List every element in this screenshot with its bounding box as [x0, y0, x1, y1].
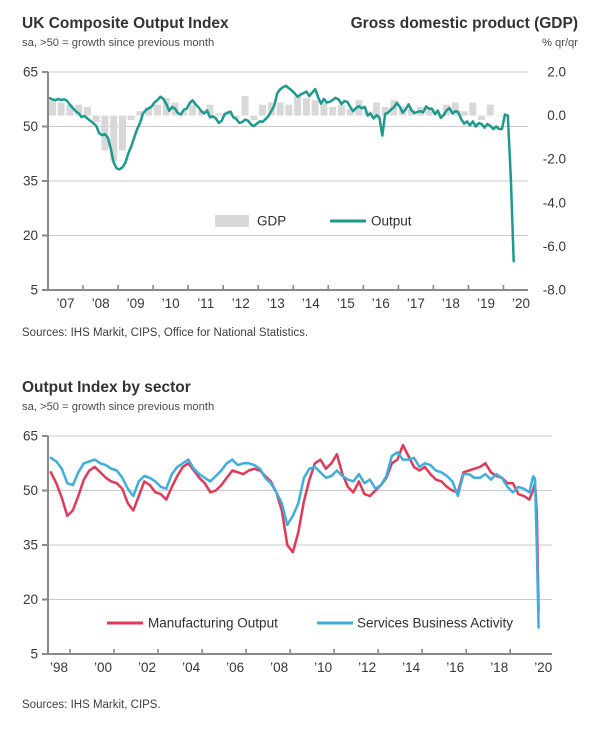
sector-chart-title: Output Index by sector: [22, 379, 191, 396]
gdp-axis-unit-label: % qr/qr: [541, 37, 578, 49]
svg-text:5: 5: [30, 282, 38, 298]
svg-text:’11: ’11: [197, 296, 215, 311]
svg-text:35: 35: [22, 173, 38, 189]
svg-text:0.0: 0.0: [547, 108, 566, 124]
svg-text:’07: ’07: [56, 296, 75, 311]
svg-text:’10: ’10: [314, 660, 333, 675]
composite-header: [0, 14, 600, 34]
pmi-report-page: [0, 14, 600, 712]
svg-text:20: 20: [22, 592, 38, 607]
composite-subheader: [0, 36, 600, 50]
svg-text:’20: ’20: [534, 660, 553, 675]
svg-text:Output: Output: [371, 213, 412, 229]
svg-text:20: 20: [22, 228, 38, 243]
sector-chart-subtitle: sa, >50 = growth since previous month: [22, 401, 215, 413]
svg-text:’17: ’17: [406, 296, 425, 311]
sector-output-chart: [0, 416, 600, 694]
gdp-chart-title: Gross domestic product (GDP): [350, 15, 578, 32]
composite-chart-section: [0, 14, 600, 340]
svg-text:’13: ’13: [266, 296, 285, 311]
svg-text:’18: ’18: [490, 660, 509, 675]
svg-text:’09: ’09: [126, 296, 145, 311]
svg-text:’08: ’08: [270, 660, 289, 675]
svg-text:Manufacturing Output: Manufacturing Output: [148, 615, 278, 631]
svg-text:’10: ’10: [161, 296, 180, 311]
svg-text:GDP: GDP: [257, 213, 287, 229]
sector-chart-section: [0, 378, 600, 712]
svg-text:’98: ’98: [49, 660, 69, 675]
svg-text:’12: ’12: [358, 660, 377, 675]
svg-text:’16: ’16: [371, 296, 390, 311]
svg-text:’02: ’02: [137, 660, 157, 675]
svg-text:’08: ’08: [91, 296, 110, 311]
svg-text:’00: ’00: [93, 660, 113, 675]
composite-sources-note: Sources: IHS Markit, CIPS, Office for National Statistics.: [22, 327, 309, 339]
svg-text:Services Business Activity: Services Business Activity: [357, 615, 514, 631]
svg-text:’12: ’12: [231, 296, 250, 311]
svg-text:50: 50: [22, 119, 38, 134]
svg-text:’04: ’04: [182, 660, 201, 675]
svg-text:-8.0: -8.0: [542, 282, 566, 298]
svg-text:’15: ’15: [336, 296, 355, 311]
svg-text:-2.0: -2.0: [542, 151, 566, 167]
sector-header: [0, 378, 600, 398]
svg-text:’18: ’18: [441, 296, 460, 311]
svg-text:65: 65: [22, 428, 38, 444]
svg-text:-4.0: -4.0: [542, 195, 566, 211]
svg-text:5: 5: [30, 646, 38, 662]
svg-text:-6.0: -6.0: [542, 238, 566, 254]
composite-output-chart: [0, 52, 600, 322]
sector-sources-note: Sources: IHS Markit, CIPS.: [22, 699, 161, 711]
svg-text:2.0: 2.0: [547, 64, 566, 80]
svg-text:50: 50: [22, 483, 38, 498]
svg-text:35: 35: [22, 537, 38, 553]
svg-text:’14: ’14: [402, 660, 421, 675]
svg-text:’19: ’19: [476, 296, 496, 311]
svg-text:’14: ’14: [301, 296, 320, 311]
composite-chart-title: UK Composite Output Index: [22, 15, 229, 32]
svg-text:65: 65: [22, 64, 38, 80]
svg-text:’20: ’20: [511, 296, 531, 311]
svg-text:’06: ’06: [226, 660, 245, 675]
composite-chart-subtitle: sa, >50 = growth since previous month: [22, 37, 215, 49]
sector-subheader: [0, 400, 600, 414]
svg-text:’16: ’16: [446, 660, 465, 675]
